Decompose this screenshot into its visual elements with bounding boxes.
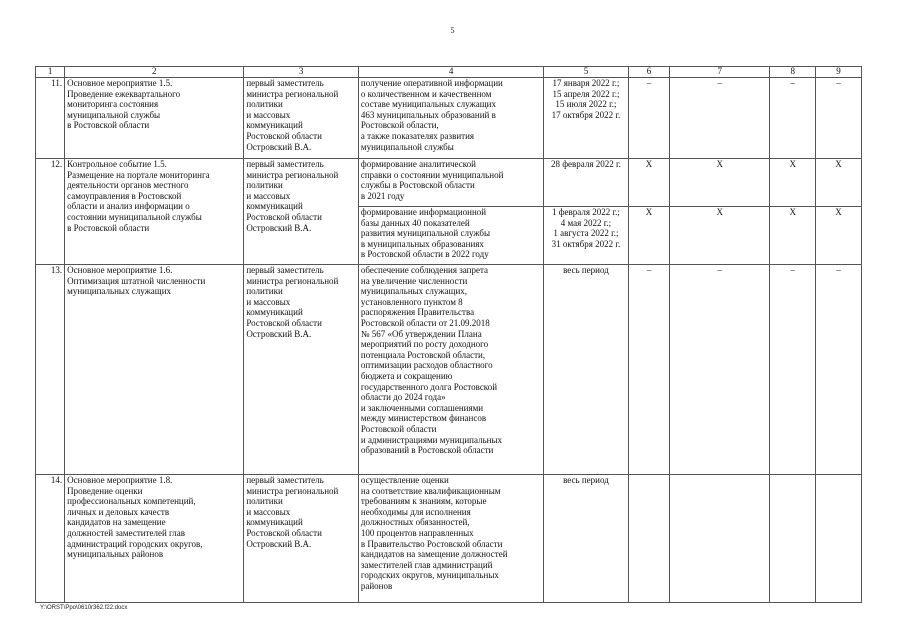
- column-number: 8: [770, 67, 816, 78]
- activity-name: Основное мероприятие 1.5. Проведение ежеквартального мониторинга состояния муниципальной службы в Ростовской области: [65, 78, 244, 159]
- cell-col8: –: [770, 78, 816, 159]
- activity-name: Основное мероприятие 1.6. Оптимизация штатной численности муниципальных служащих: [65, 265, 244, 475]
- row-number: 14.: [36, 475, 65, 603]
- column-number: 5: [544, 67, 628, 78]
- file-path-footer: Y:\ORST\Ppo\0610r362.f22.docx: [40, 605, 128, 611]
- column-number: 9: [816, 67, 862, 78]
- responsible-executor: первый заместитель министра региональной политики и массовых коммуникаций Ростовской области Островский В.А.: [244, 475, 359, 603]
- cell-col7: X: [670, 159, 770, 207]
- column-number: 7: [670, 67, 770, 78]
- responsible-executor: первый заместитель министра региональной политики и массовых коммуникаций Ростовской области Островский В.А.: [244, 159, 359, 265]
- responsible-executor: первый заместитель министра региональной политики и массовых коммуникаций Ростовской области Островский В.А.: [244, 78, 359, 159]
- expected-result: формирование аналитической справки о состоянии муниципальной службы в Ростовской области в 2021 году: [358, 159, 543, 207]
- deadline: весь период: [544, 265, 628, 475]
- activity-name: Основное мероприятие 1.8. Проведение оценки профессиональных компетенций, личных и деловых качеств кандидатов на замещение должностей заместителей глав администраций городских округов, муниципальных районов: [65, 475, 244, 603]
- table-row: [36, 475, 862, 603]
- row-number: 12.: [36, 159, 65, 265]
- table-row: [36, 159, 862, 207]
- cell-col7: [670, 475, 770, 603]
- cell-col7: –: [670, 78, 770, 159]
- row-number: 11.: [36, 78, 65, 159]
- deadline: весь период: [544, 475, 628, 603]
- cell-col8: X: [770, 207, 816, 265]
- cell-col6: –: [628, 265, 670, 475]
- expected-result: обеспечение соблюдения запрета на увеличение численности муниципальных служащих, установленного пунктом 8 распоряжения Правительства Ростовской области от 21.09.2018 № 567 «Об утверждении Плана мероприятий по росту доходного потенциала Ростовской области, оптимизации расходов областного бюджета и сокращению государственного долга Ростовской области до 2024 года» и заключенными соглашениями между министерством финансов Ростовской области и администрациями муниципальных образований в Ростовской области: [358, 265, 543, 475]
- column-number: 6: [628, 67, 670, 78]
- cell-col6: X: [628, 207, 670, 265]
- cell-col9: –: [816, 78, 862, 159]
- expected-result: получение оперативной информации о количественном и качественном составе муниципальных служащих 463 муниципальных образований в Ростовской области, а также показателях развития муниципальной службы: [358, 78, 543, 159]
- cell-col8: [770, 475, 816, 603]
- expected-result: формирование информационной базы данных 40 показателей развития муниципальной службы в муниципальных образованиях в Ростовской области в 2022 году: [358, 207, 543, 265]
- expected-result: осуществление оценки на соответствие квалификационным требованиям к знаниям, которые необходимы для исполнения должностных обязанностей, 100 процентов направленных в Правительство Ростовской области кандидатов на замещение должностей заместителей глав администраций городских округов, муниципальных районов: [358, 475, 543, 603]
- cell-col9: X: [816, 159, 862, 207]
- responsible-executor: первый заместитель министра региональной политики и массовых коммуникаций Ростовской области Островский В.А.: [244, 265, 359, 475]
- column-number: 2: [65, 67, 244, 78]
- cell-col9: [816, 475, 862, 603]
- table-row: [36, 78, 862, 159]
- cell-col6: –: [628, 78, 670, 159]
- cell-col9: X: [816, 207, 862, 265]
- row-number: 13.: [36, 265, 65, 475]
- deadline: 28 февраля 2022 г.: [544, 159, 628, 207]
- column-number: 1: [36, 67, 65, 78]
- cell-col7: –: [670, 265, 770, 475]
- page-number: 5: [450, 26, 455, 35]
- cell-col9: –: [816, 265, 862, 475]
- cell-col6: X: [628, 159, 670, 207]
- table-row: [36, 265, 862, 475]
- column-number: 3: [244, 67, 359, 78]
- cell-col6: [628, 475, 670, 603]
- deadline: 1 февраля 2022 г.; 4 мая 2022 г.; 1 августа 2022 г.; 31 октября 2022 г.: [544, 207, 628, 265]
- cell-col8: X: [770, 159, 816, 207]
- cell-col7: X: [670, 207, 770, 265]
- plan-table: [35, 66, 862, 603]
- cell-col8: –: [770, 265, 816, 475]
- activity-name: Контрольное событие 1.5. Размещение на портале мониторинга деятельности органов местного самоуправления в Ростовской области и анализ информации о состоянии муниципальной службы в Ростовской области: [65, 159, 244, 265]
- column-number: 4: [358, 67, 543, 78]
- deadline: 17 января 2022 г.; 15 апреля 2022 г.; 15 июля 2022 г.; 17 октября 2022 г.: [544, 78, 628, 159]
- column-number-header-row: [36, 67, 862, 78]
